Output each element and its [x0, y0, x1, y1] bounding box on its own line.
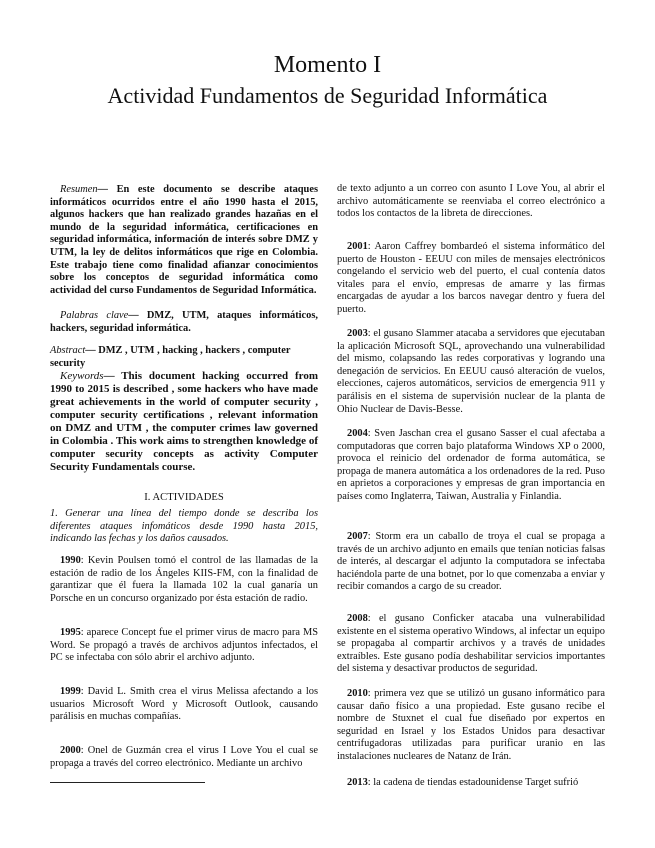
entry-text: : David L. Smith crea el virus Melissa afectando a los usuarios Microsoft Word y Microsoft Outlook, causando parálisis en muchas compañías. — [50, 686, 318, 723]
entry-year: 1995 — [60, 627, 81, 638]
timeline-entry — [337, 613, 605, 676]
entry-year: 2007 — [347, 531, 368, 542]
entry-text: : Kevin Poulsen tomó el control de las llamadas de la estación de radio de los Ángeles KIIS-FM, con la finalidad de garantizar que él fuera la llamada 102 la cual ganaría un Porsche en un concurso organizado por ésta estación de radio. — [50, 555, 318, 604]
entry-text: : el gusano Slammer atacaba a servidores que ejecutaban la aplicación Microsoft SQL, aprovechando una vulnerabilidad del mismo, colapsando las redes corporativas y logrando una denegación de servicios. En EEUU causó alteración de vuelos, elecciones, cajeros automáticos, servicios de emergencia 911 y parálisis en el sistema de supervisión nuclear de la planta de Ohio Nuclear de Davis-Besse. — [337, 328, 605, 415]
instruction-text: 1. Generar una línea del tiempo donde se describa los diferentes ataques infomáticos desde 1990 hasta 2015, indicando las fechas y los daños causados. — [50, 508, 318, 545]
entry-year: 2001 — [347, 241, 368, 252]
timeline-entry — [337, 241, 605, 317]
entry-year: 2010 — [347, 688, 368, 699]
entry-text: : aparece Concept fue el primer virus de macro para MS Word. Se propagó a través de archivos adjuntos infectados, el PC se infectaba con sólo abrir el archivo adjunto. — [50, 627, 318, 664]
palabras-clave-paragraph — [50, 310, 318, 335]
keywords-label: Keywords — [60, 370, 104, 382]
abstract-label: Abstract — [50, 345, 86, 356]
timeline-entry — [337, 428, 605, 504]
keywords-paragraph — [50, 370, 318, 474]
entry-year: 2003 — [347, 328, 368, 339]
timeline-entry — [337, 688, 605, 764]
abstract-text: DMZ , UTM , hacking , hackers , computer security — [50, 345, 291, 369]
document-title: Momento I — [273, 52, 382, 78]
entry-text: : la cadena de tiendas estadounidense Target sufrió — [367, 777, 579, 788]
footnote-rule — [50, 782, 205, 783]
separator: — — [103, 370, 122, 382]
entry-text: : Aaron Caffrey bombardeó el sistema informático del puerto de Houston - EEUU con miles de mensajes electrónicos congelando el servicio web del puerto, el cual contenía datos vitales para el envío, empresas de amarre y las firmas encargadas de ayudar a los barcos navegar dentro y fuera del puerto. — [337, 241, 605, 315]
resumen-text: En este documento se describe ataques informáticos ocurridos entre el año 1990 hasta el 2015, algunos hackers que han realizado grandes hazañas en el mundo de la seguridad informática, certificaciones en seguridad informática, información de interés sobre DMZ y UTM, la ley de delitos informáticos que rige en Colombia. Este trabajo tiene como finalidad afianzar conocimientos sobre los conceptos de seguridad informática como actividad del curso Fundamentos de Seguridad Informática. — [50, 184, 318, 296]
palabras-clave-text: DMZ, UTM, ataques informáticos, hackers, seguridad informática. — [50, 310, 318, 334]
resumen-paragraph — [50, 184, 318, 297]
resumen-label: Resumen — [60, 184, 98, 195]
entry-year: 2008 — [347, 613, 368, 624]
timeline-entry — [50, 627, 318, 665]
section-heading: I. ACTIVIDADES — [144, 492, 224, 503]
abstract-paragraph — [50, 345, 318, 370]
entry-text: : Onel de Guzmán crea el virus I Love You el cual se propaga a través del correo electrónico. Mediante un archivo — [50, 745, 318, 769]
timeline-entry-continuation — [337, 183, 605, 221]
document-subtitle: Actividad Fundamentos de Seguridad Informática — [107, 83, 548, 108]
separator: — — [85, 345, 99, 356]
entry-text: : Sven Jaschan crea el gusano Sasser el cual afectaba a computadoras que corren bajo plataforma Windows XP o 2000, provoca el reinicio del ordenador de forma automática, se propaga de manera automática a los ordenadores de la red. Puso en aprietos a corporaciones y empresas de gran importancia en países como Inglaterra, Taiwan, Australia y Finlandia. — [337, 428, 605, 502]
entry-year: 1999 — [60, 686, 81, 697]
entry-year: 2013 — [347, 777, 368, 788]
palabras-clave-label: Palabras clave — [60, 310, 129, 321]
entry-text: de texto adjunto a un correo con asunto I Love You, al abrir el archivo automáticamente se reenviaba el correo electrónico a todos los contactos de la libreta de direcciones. — [337, 183, 605, 220]
separator: — — [128, 310, 147, 321]
timeline-entry — [337, 777, 605, 790]
keywords-text: This document hacking occurred from 1990 to 2015 is described , some hackers who have made great achievements in the world of computer security , computer security certifications , relevant information on DMZ and UTM , the computer crimes law governed in Colombia . This work aims to strengthen knowledge of computer security concepts as activity Computer Security Fundamentals course. — [50, 370, 318, 473]
timeline-entry — [50, 686, 318, 724]
timeline-entry — [337, 328, 605, 416]
entry-text: : primera vez que se utilizó un gusano informático para causar daño físico a una propiedad. Este gusano recibe el nombre de Stuxnet el cual fue diseñado por expertos en seguridad en Israel y los Estados Unidos para desactivar centrifugadoras utilizadas para purificar uranio en las instalaciones nucleares de Natanz de Irán. — [337, 688, 605, 762]
entry-year: 1990 — [60, 555, 81, 566]
timeline-entry — [50, 555, 318, 605]
entry-text: : el gusano Conficker atacaba una vulnerabilidad existente en el sistema operativo Windows, al infectar un equipo se propagaba al compartir archivos y a través de unidades extraíbles. Este gusano podía deshabilitar servicios importantes del sistema y desactivar productos de seguridad. — [337, 613, 605, 675]
separator: — — [97, 184, 117, 195]
entry-text: : Storm era un caballo de troya el cual se propaga a través de un archivo adjunto en emails que tenían noticias falsas de interés, al descargar el adjunto la computadora se infectaba haciéndola parte de una botnet, por lo que comenzaba a enviar y recibir comandos a cargo de su creador. — [337, 531, 605, 593]
timeline-entry — [50, 745, 318, 770]
entry-year: 2004 — [347, 428, 368, 439]
entry-year: 2000 — [60, 745, 81, 756]
timeline-entry — [337, 531, 605, 594]
